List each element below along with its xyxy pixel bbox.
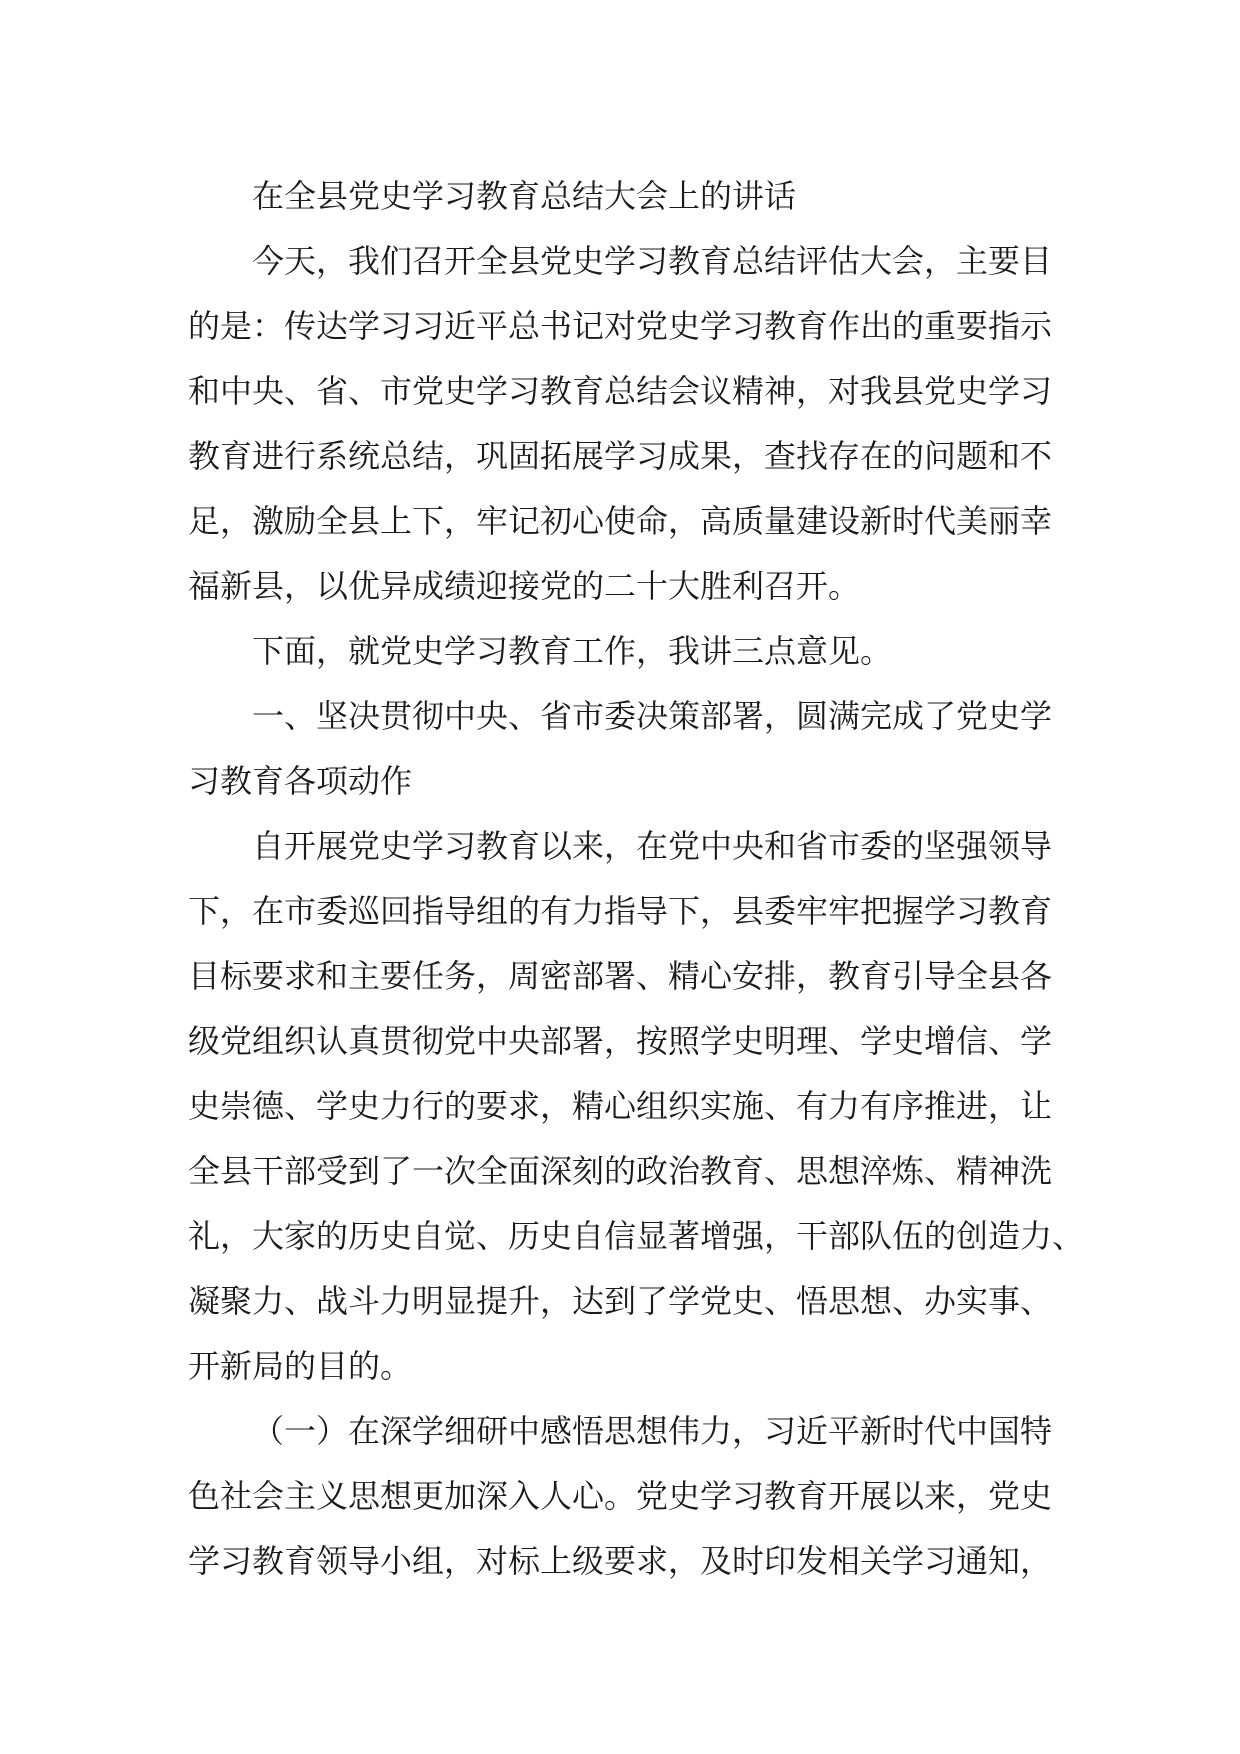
paragraph-line: 习教育各项动作: [188, 762, 413, 800]
paragraph-line: 开新局的目的。: [188, 1347, 413, 1385]
paragraph-line: 和中央、省、市党史学习教育总结会议精神，对我县党史学习: [188, 372, 1053, 410]
paragraph-line: 的是：传达学习习近平总书记对党史学习教育作出的重要指示: [188, 307, 1053, 345]
paragraph-line: 福新县，以优异成绩迎接党的二十大胜利召开。: [188, 567, 861, 605]
paragraph-line: 史崇德、学史力行的要求，精心组织实施、有力有序推进，让: [188, 1087, 1053, 1125]
paragraph-line: （一）在深学细研中感悟思想伟力，习近平新时代中国特: [252, 1412, 1053, 1450]
paragraph-line: 一、坚决贯彻中央、省市委决策部署，圆满完成了党史学: [252, 697, 1053, 735]
paragraph-line: 凝聚力、战斗力明显提升，达到了学党史、悟思想、办实事、: [188, 1282, 1053, 1320]
paragraph-line: 学习教育领导小组，对标上级要求，及时印发相关学习通知，: [188, 1542, 1053, 1580]
paragraph-2: [188, 619, 1068, 684]
paragraph-line: 级党组织认真贯彻党中央部署，按照学史明理、学史增信、学: [188, 1022, 1053, 1060]
paragraph-line: 自开展党史学习教育以来，在党中央和省市委的坚强领导: [252, 827, 1053, 865]
paragraph-line: 教育进行系统总结，巩固拓展学习成果，查找存在的问题和不: [188, 437, 1053, 475]
paragraph-5: [188, 1399, 1068, 1594]
paragraph-line: 色社会主义思想更加深入人心。党史学习教育开展以来，党史: [188, 1477, 1053, 1515]
paragraph-line: 下，在市委巡回指导组的有力指导下，县委牢牢把握学习教育: [188, 892, 1053, 930]
section-heading-1: [188, 684, 1068, 814]
paragraph-line: 今天，我们召开全县党史学习教育总结评估大会，主要目: [252, 242, 1053, 280]
paragraph-1: [188, 229, 1068, 619]
document-title: 在全县党史学习教育总结大会上的讲话: [252, 177, 797, 215]
paragraph-line: 礼，大家的历史自觉、历史自信显著增强，干部队伍的创造力、: [188, 1217, 1085, 1255]
paragraph-line: 下面，就党史学习教育工作，我讲三点意见。: [252, 632, 893, 670]
paragraph-4: [188, 814, 1085, 1399]
paragraph-line: 足，激励全县上下，牢记初心使命，高质量建设新时代美丽幸: [188, 502, 1053, 540]
paragraph-line: 目标要求和主要任务，周密部署、精心安排，教育引导全县各: [188, 957, 1053, 995]
paragraph-line: 全县干部受到了一次全面深刻的政治教育、思想淬炼、精神洗: [188, 1152, 1053, 1190]
document-body: [188, 164, 1085, 1594]
